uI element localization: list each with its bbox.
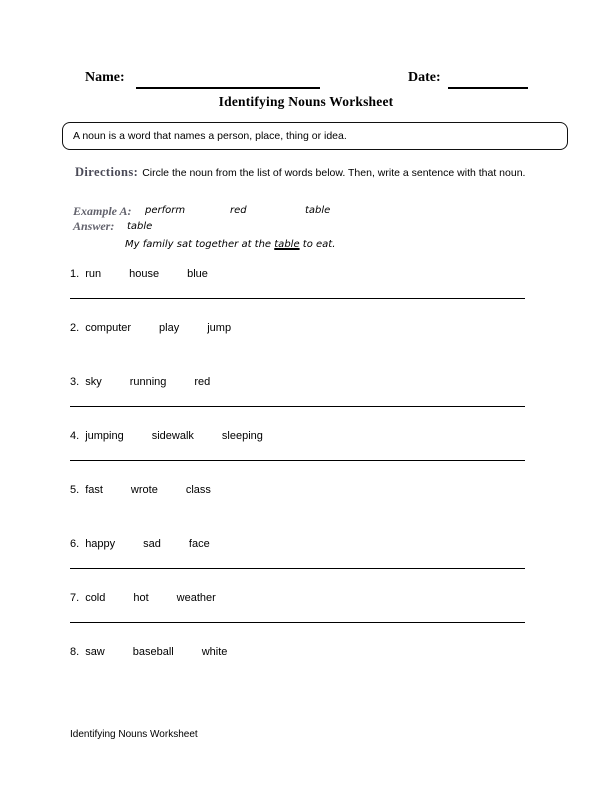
item-word: saw bbox=[85, 646, 105, 658]
item-word: sidewalk bbox=[151, 430, 194, 442]
item-word: run bbox=[85, 268, 102, 280]
answer-writing-line bbox=[70, 568, 525, 569]
item-word: running bbox=[129, 376, 167, 388]
directions-text: Circle the noun from the list of words below. Then, write a sentence with that noun. bbox=[142, 167, 526, 179]
answer-writing-line bbox=[70, 406, 525, 407]
item-word-choices bbox=[70, 322, 259, 335]
item-word-choices bbox=[70, 592, 244, 605]
item-word: baseball bbox=[132, 646, 174, 658]
page-title: Identifying Nouns Worksheet bbox=[218, 94, 394, 109]
answer-label: Answer: bbox=[73, 219, 115, 233]
item-word: happy bbox=[85, 538, 116, 550]
worksheet-item bbox=[70, 268, 525, 322]
worksheet-item bbox=[70, 322, 525, 376]
item-word: blue bbox=[187, 268, 208, 280]
item-word: jumping bbox=[85, 430, 124, 442]
example-label: Example A: bbox=[73, 204, 132, 218]
date-blank-line bbox=[448, 70, 528, 89]
worksheet-item bbox=[70, 592, 525, 646]
item-word: cold bbox=[85, 592, 106, 604]
item-word: sky bbox=[85, 376, 102, 388]
item-word: jump bbox=[207, 322, 232, 334]
item-word: house bbox=[129, 268, 160, 280]
item-number: 5. bbox=[70, 484, 80, 496]
example-answer-row bbox=[0, 219, 612, 234]
item-word-choices bbox=[70, 484, 239, 497]
example-choice-word: red bbox=[230, 205, 247, 216]
item-word-choices bbox=[70, 268, 236, 281]
item-word: sad bbox=[143, 538, 161, 550]
worksheet-item bbox=[70, 538, 525, 592]
example-sentence-row bbox=[0, 234, 612, 249]
item-number: 1. bbox=[70, 268, 80, 280]
answer-writing-line bbox=[70, 298, 525, 299]
item-word: white bbox=[201, 646, 228, 658]
definition-text: A noun is a word that names a person, place, thing or idea. bbox=[73, 130, 347, 142]
item-word: hot bbox=[133, 592, 149, 604]
directions-label: Directions: bbox=[75, 165, 139, 179]
answer-writing-line bbox=[70, 460, 525, 461]
item-number: 4. bbox=[70, 430, 80, 442]
item-word: face bbox=[188, 538, 210, 550]
worksheet-item bbox=[70, 430, 525, 484]
item-word: wrote bbox=[130, 484, 158, 496]
items-list bbox=[70, 268, 525, 700]
item-number: 6. bbox=[70, 538, 80, 550]
item-word: fast bbox=[85, 484, 103, 496]
answer-value: table bbox=[127, 221, 153, 232]
example-sentence bbox=[125, 234, 335, 252]
worksheet-item bbox=[70, 484, 525, 538]
item-word-choices bbox=[70, 430, 291, 443]
directions-paragraph bbox=[70, 163, 545, 182]
item-word: class bbox=[185, 484, 211, 496]
item-number: 8. bbox=[70, 646, 80, 658]
sentence-pre: My family sat together at the bbox=[125, 239, 275, 250]
name-label: Name: bbox=[85, 70, 125, 85]
sentence-noun: table bbox=[274, 239, 300, 250]
example-choice-word: table bbox=[305, 205, 331, 216]
item-number: 2. bbox=[70, 322, 80, 334]
footer-text: Identifying Nouns Worksheet bbox=[70, 729, 198, 740]
item-word: red bbox=[194, 376, 211, 388]
item-word: computer bbox=[85, 322, 132, 334]
name-blank-line bbox=[136, 70, 320, 89]
item-number: 3. bbox=[70, 376, 80, 388]
example-choices-row bbox=[0, 204, 612, 219]
item-number: 7. bbox=[70, 592, 80, 604]
worksheet-item bbox=[70, 646, 525, 700]
example-choice-word: perform bbox=[145, 205, 186, 216]
date-label: Date: bbox=[408, 70, 441, 85]
item-word-choices bbox=[70, 538, 238, 551]
definition-box bbox=[62, 122, 568, 150]
item-word-choices bbox=[70, 646, 255, 659]
item-word-choices bbox=[70, 376, 238, 389]
sentence-post: to eat. bbox=[299, 239, 336, 250]
answer-writing-line bbox=[70, 622, 525, 623]
item-word: weather bbox=[176, 592, 216, 604]
item-word: play bbox=[159, 322, 180, 334]
item-word: sleeping bbox=[221, 430, 263, 442]
worksheet-item bbox=[70, 376, 525, 430]
